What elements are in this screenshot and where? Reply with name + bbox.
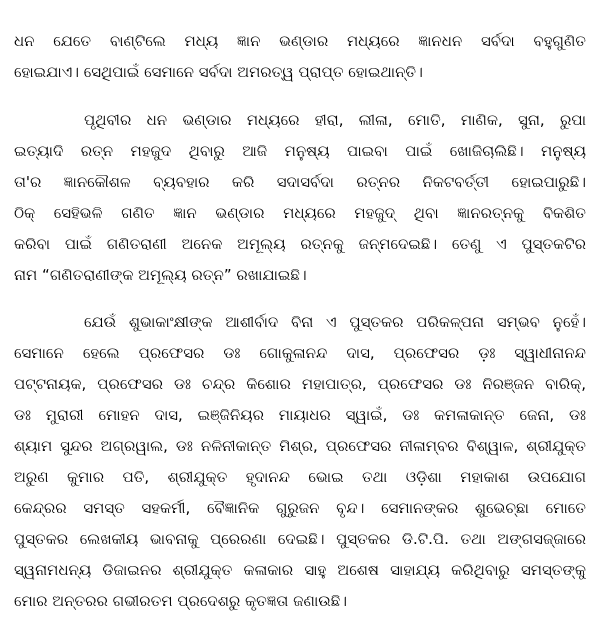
- paragraph-line: ଶ୍ୟାମ ସୁନ୍ଦର ଅଗ୍ରୱାଲ, ଡଃ ନଳିନୀକାନ୍ତ ମିଶ୍ର, ପ୍ରଫେସର ନୀଳାମ୍ବର ବିଶ୍ୱାଳ, ଶ୍ରୀଯୁକ୍ତ: [14, 437, 586, 455]
- paragraph-1: [14, 26, 586, 88]
- paragraph-line: ସ୍ୱନାମଧନ୍ୟ ଡିଜାଇନର ଶ୍ରୀଯୁକ୍ତ କଳାକାର ସାହୁ ଅଶେଷ ସାହାଯ୍ୟ କରିଥିବାରୁ ସମସ୍ତଙ୍କୁ: [14, 561, 586, 579]
- paragraph-line: ତା'ର ଜ୍ଞାନକୌଶଳ ବ୍ୟବହାର କରି ସଦାସର୍ବଦା ରତ୍ନର ନିକଟବର୍ତ୍ତୀ ହୋଇପାରୁଛି।: [14, 173, 586, 191]
- paragraph-line: ଡଃ ମୁରାରୀ ମୋହନ ଦାସ, ଇଞ୍ଜିନିୟର ମାୟାଧର ସ୍ୱାଇଁ, ଡଃ କମଳାକାନ୍ତ ଜେନା, ଡଃ: [14, 406, 586, 424]
- paragraph-line: ହୋଇଯାଏ। ସେଥିପାଇଁ ସେମାନେ ସର୍ବଦା ଅମରତ୍ୱ ପ୍ରାପ୍ତ ହୋଇଥାନ୍ତି।: [14, 63, 423, 81]
- paragraph-line: କେନ୍ଦ୍ରର ସମସ୍ତ ସହକର୍ମୀ, ବୈଜ୍ଞାନିକ ଗୁରୁଜନ ବୃନ୍ଦ। ସେମାନଙ୍କର ଶୁଭେଚ୍ଛା ମୋତେ: [14, 499, 586, 517]
- paragraph-2: [14, 105, 586, 291]
- paragraph-line: ପଟ୍ଟନାୟକ, ପ୍ରଫେସର ଡଃ ଚନ୍ଦ୍ର କିଶୋର ମହାପାତ୍ର, ପ୍ରଫେସର ଡଃ ନିରଞ୍ଜନ ବାରିକ୍,: [14, 375, 586, 393]
- paragraph-line: ମୋର ଅନ୍ତରର ଗଭୀରତମ ପ୍ରଦେଶରୁ କୃତଜ୍ଞତା ଜଣାଉଛି।: [14, 592, 348, 610]
- paragraph-line: ଯେଉଁ ଶୁଭାକାଂକ୍ଷୀଙ୍କ ଆଶୀର୍ବାଦ ବିନା ଏ ପୁସ୍ତକର ପରିକଳ୍ପନା ସମ୍ଭବ ନୁହେଁ।: [84, 313, 586, 331]
- paragraph-line: ଅରୁଣ କୁମାର ପତି, ଶ୍ରୀଯୁକ୍ତ ହୃଦାନନ୍ଦ ଭୋଇ ତଥା ଓଡ଼ିଶା ମହାକାଶ ଉପଯୋଗ: [14, 468, 586, 486]
- paragraph-line: ପୁସ୍ତକର ଲେଖକୀୟ ଭାବନାକୁ ପ୍ରେରଣା ଦେଇଛି। ପୁସ୍ତକର ଡି.ଟି.ପି. ତଥା ଅଙ୍ଗସଜ୍ଜାରେ: [14, 530, 586, 548]
- paragraph-3: [14, 307, 586, 617]
- paragraph-line: ସେମାନେ ହେଲେ ପ୍ରଫେସର ଡଃ ଗୋକୁଳାନନ୍ଦ ଦାସ, ପ୍ରଫେସର ଡ଼ଃ ସ୍ୱାଧୀନାନନ୍ଦ: [14, 344, 586, 362]
- paragraph-line: ଠିକ୍ ସେହିଭଳି ଗଣିତ ଜ୍ଞାନ ଭଣ୍ଡାର ମଧ୍ୟରେ ମହଜୁଦ୍ ଥିବା ଜ୍ଞାନରତ୍ନକୁ ବିକଶିତ: [14, 204, 586, 222]
- document-body: [14, 26, 586, 617]
- paragraph-line: ପୃଥିବୀର ଧନ ଭଣ୍ଡାର ମଧ୍ୟରେ ହୀରା, ଲୀଳା, ମୋତି, ମାଣିକ, ସୁନା, ରୁପା: [84, 111, 586, 129]
- paragraph-line: ଧନ ଯେତେ ବାଣ୍ଟିଲେ ମଧ୍ୟ ଜ୍ଞାନ ଭଣ୍ଡାର ମଧ୍ୟରେ ଜ୍ଞାନଧନ ସର୍ବଦା ବହୁଗୁଣିତ: [14, 32, 586, 50]
- paragraph-line: କରିବା ପାଇଁ ଗଣିତରାଣୀ ଅନେକ ଅମୂଲ୍ୟ ରତ୍ନକୁ ଜନ୍ମଦେଇଛି। ତେଣୁ ଏ ପୁସ୍ତକଟିର: [14, 235, 586, 253]
- paragraph-line: ନାମ “ଗଣିତରାଣୀଙ୍କ ଅମୂଲ୍ୟ ରତ୍ନ” ରଖାଯାଇଛି।: [14, 266, 307, 284]
- paragraph-line: ଇତ୍ୟାଦି ରତ୍ନ ମହଜୁଦ ଥିବାରୁ ଆଜି ମନୁଷ୍ୟ ପାଇବା ପାଇଁ ଖୋଜିଚାଲିଛି। ମନୁଷ୍ୟ: [14, 142, 586, 160]
